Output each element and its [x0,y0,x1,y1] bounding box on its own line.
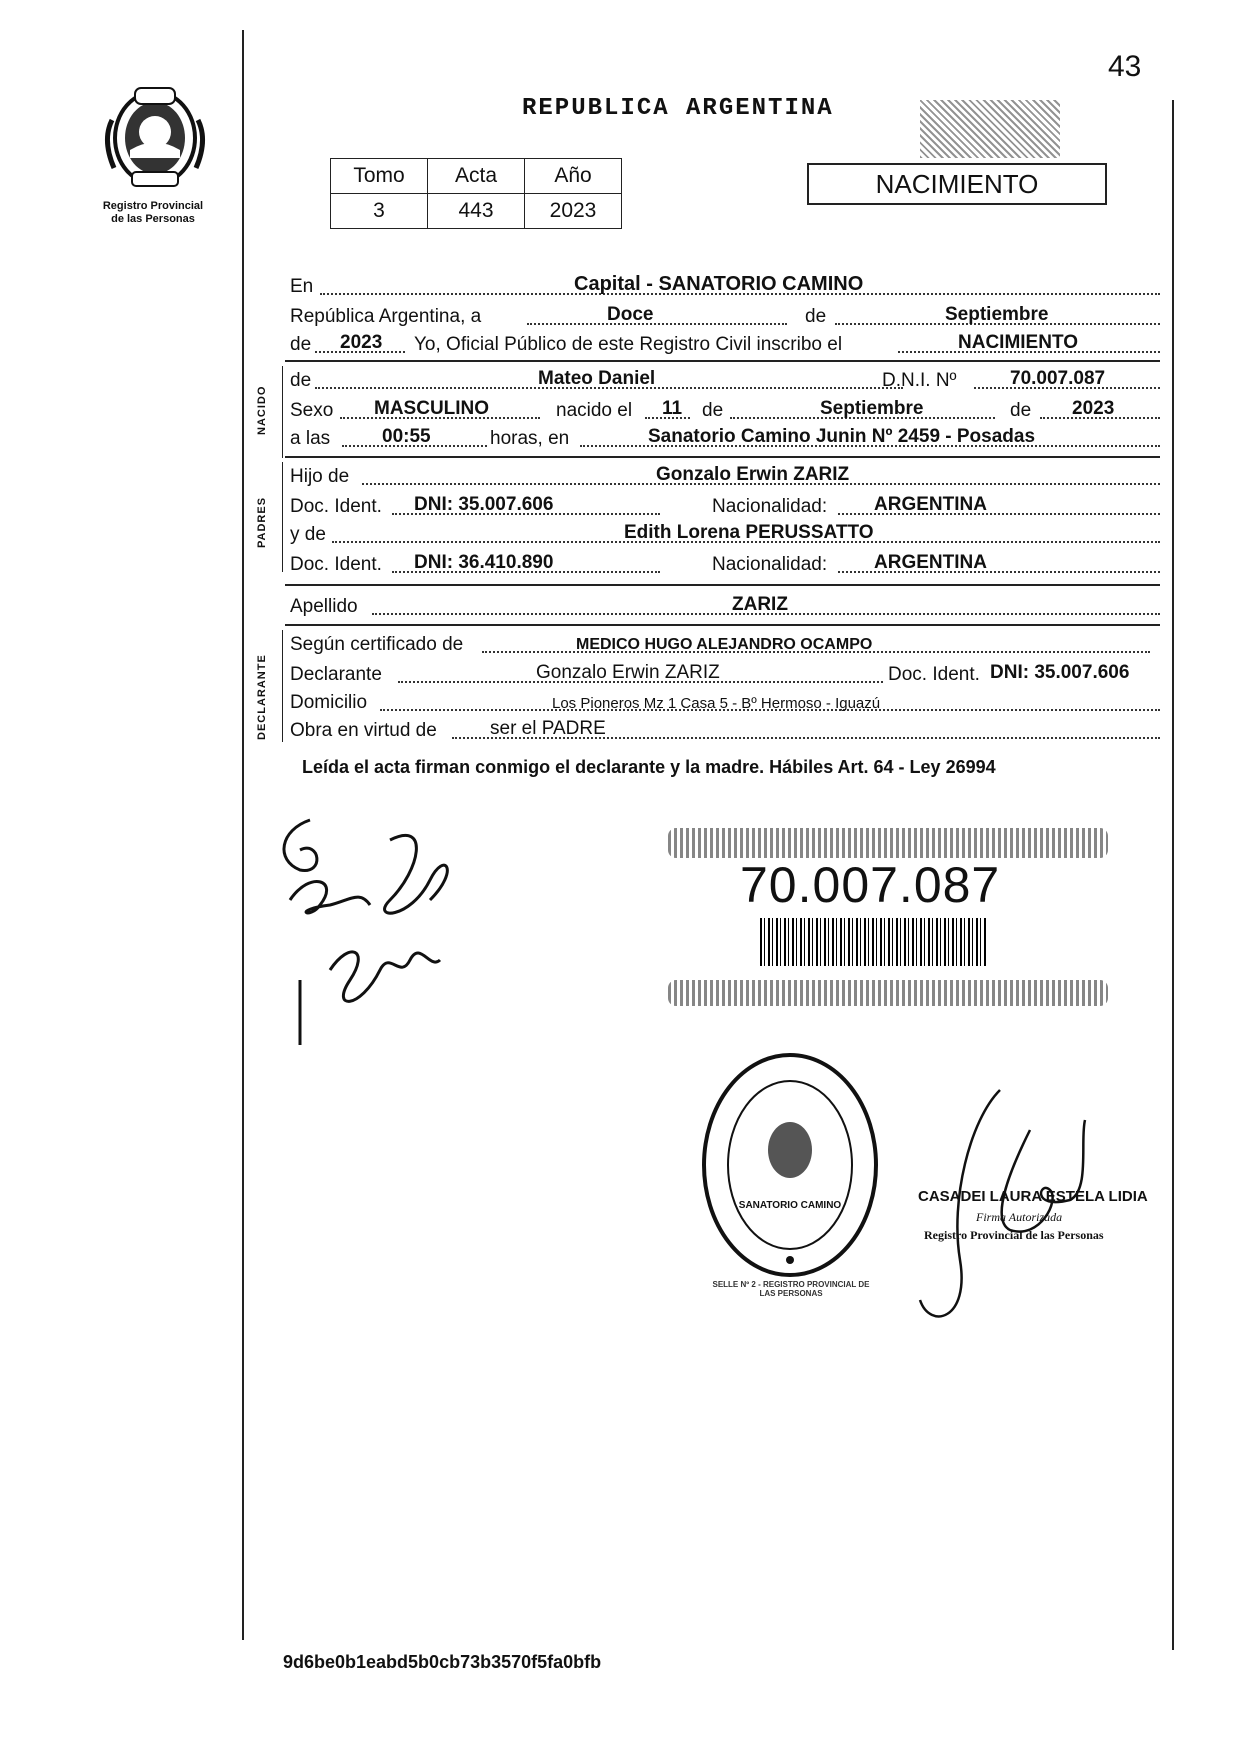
en-label: En [290,276,314,297]
mother-nationality: ARGENTINA [874,552,987,573]
row-en [290,272,1160,300]
decl-label: Declarante [290,664,382,685]
row-republica [290,302,1160,330]
day-value: Doce [607,304,654,325]
sexo-label: Sexo [290,400,334,421]
mother-name: Edith Lorena PERUSSATTO [624,522,874,543]
tomo-value: 3 [331,194,428,229]
cert-label: Según certificado de [290,634,464,655]
row-certificado [290,630,1160,658]
mother-doc: DNI: 36.410.890 [414,552,554,573]
declarante-doc: DNI: 35.007.606 [990,662,1130,683]
birth-day: 11 [662,398,683,419]
signatory-role: Firma Autorizada [976,1210,1063,1224]
row-sexo [290,396,1160,424]
page-number: 43 [1108,50,1142,83]
section-bar [282,366,283,458]
seal-outer-text: SELLE Nº 2 - REGISTRO PROVINCIAL DE LAS PERSONAS [712,1280,870,1298]
father-doc-label: Doc. Ident. [290,496,382,517]
right-margin-line [1172,100,1174,1650]
anio-value: 2023 [525,194,622,229]
father-doc: DNI: 35.007.606 [414,494,554,515]
separator [285,360,1160,362]
official-signature [910,1080,1110,1330]
nacido-de-label: de [290,370,312,391]
reference-table [330,158,622,229]
yde-label: y de [290,524,326,545]
doc-type-box: NACIMIENTO [807,163,1107,205]
child-dni: 70.007.087 [1010,368,1106,389]
declarante-name: Gonzalo Erwin ZARIZ [536,662,720,683]
hijo-label: Hijo de [290,466,350,487]
province-logo [100,80,210,190]
apellido-value: ZARIZ [732,594,788,615]
separator [285,624,1160,626]
decl-doc-label: Doc. Ident. [888,664,980,685]
sexo-value: MASCULINO [374,398,490,419]
inscribo-value: NACIMIENTO [958,332,1078,353]
signatory-name: CASADEI LAURA ESTELA LIDIA [918,1188,1148,1205]
de-label: de [805,306,827,327]
separator [285,456,1160,458]
security-band-top [668,828,1108,858]
de-label-2: de [290,334,312,355]
acta-value: 443 [428,194,525,229]
declarante-section-label: DECLARANTE [256,654,268,740]
mother-nat-label: Nacionalidad: [712,554,828,575]
row-ydе [290,520,1160,548]
document-title: REPUBLICA ARGENTINA [522,95,834,122]
row-apellido [290,592,1160,620]
alas-label: a las [290,428,331,449]
row-yo [290,330,1160,358]
acta-header: Acta [428,159,525,194]
section-bar [282,630,283,742]
row-declarante [290,660,1160,688]
obra-value: ser el PADRE [490,718,606,739]
child-name: Mateo Daniel [538,368,656,389]
birth-place: Sanatorio Camino Junin Nº 2459 - Posadas [648,426,1036,447]
document-hash: 9d6be0b1eabd5b0cb73b3570f5fa0bfb [283,1652,602,1672]
birth-year: 2023 [1072,398,1115,419]
left-margin-line [242,30,244,1640]
birth-month: Septiembre [820,398,924,419]
mother-doc-label: Doc. Ident. [290,554,382,575]
row-nacido-name [290,366,1160,394]
year-value: 2023 [340,332,383,353]
row-domicilio [290,688,1160,716]
registry-name-line2: de las Personas [111,213,195,225]
registry-name-line1: Registro Provincial [102,200,204,212]
de2-label: de [702,400,724,421]
en-value: Capital - SANATORIO CAMINO [574,273,864,295]
cert-value: MEDICO HUGO ALEJANDRO OCAMPO [576,636,873,653]
row-obra [290,716,1160,744]
section-bar [282,462,283,572]
father-nationality: ARGENTINA [874,494,987,515]
father-name: Gonzalo Erwin ZARIZ [656,464,850,485]
horas-label: horas, en [490,428,570,449]
republica-label: República Argentina, a [290,306,482,327]
official-seal [700,1050,880,1280]
seal-inner-text: SANATORIO CAMINO [738,1200,842,1211]
declarant-signature [270,810,490,1050]
barcode-number: 70.007.087 [740,857,1001,913]
security-pattern [920,100,1060,158]
tomo-header: Tomo [331,159,428,194]
dotted-line [527,323,787,325]
birth-time: 00:55 [382,426,431,447]
nacido-label: nacido el [556,400,633,421]
padres-section-label: PADRES [256,496,268,548]
signatory-org: Registro Provincial de las Personas [924,1228,1104,1242]
father-nat-label: Nacionalidad: [712,496,828,517]
row-father-doc [290,492,1160,520]
dni-label: D.N.I. Nº [882,370,957,391]
barcode [760,918,986,966]
security-band-bottom [668,980,1108,1006]
obra-label: Obra en virtud de [290,720,437,741]
dom-label: Domicilio [290,692,368,713]
separator [285,584,1160,586]
row-mother-doc [290,550,1160,578]
anio-header: Año [525,159,622,194]
row-hora [290,424,1160,452]
nacido-section-label: NACIDO [256,385,268,435]
month-value: Septiembre [945,304,1049,325]
apellido-label: Apellido [290,596,358,617]
yo-text: Yo, Oficial Público de este Registro Civil inscribo el [414,334,843,355]
domicilio-value: Los Pioneros Mz 1 Casa 5 - Bº Hermoso - Iguazú [552,695,881,712]
closing-text: Leída el acta firman conmigo el declarante y la madre. Hábiles Art. 64 - Ley 26994 [302,757,996,777]
de3-label: de [1010,400,1032,421]
row-hijo [290,462,1160,490]
